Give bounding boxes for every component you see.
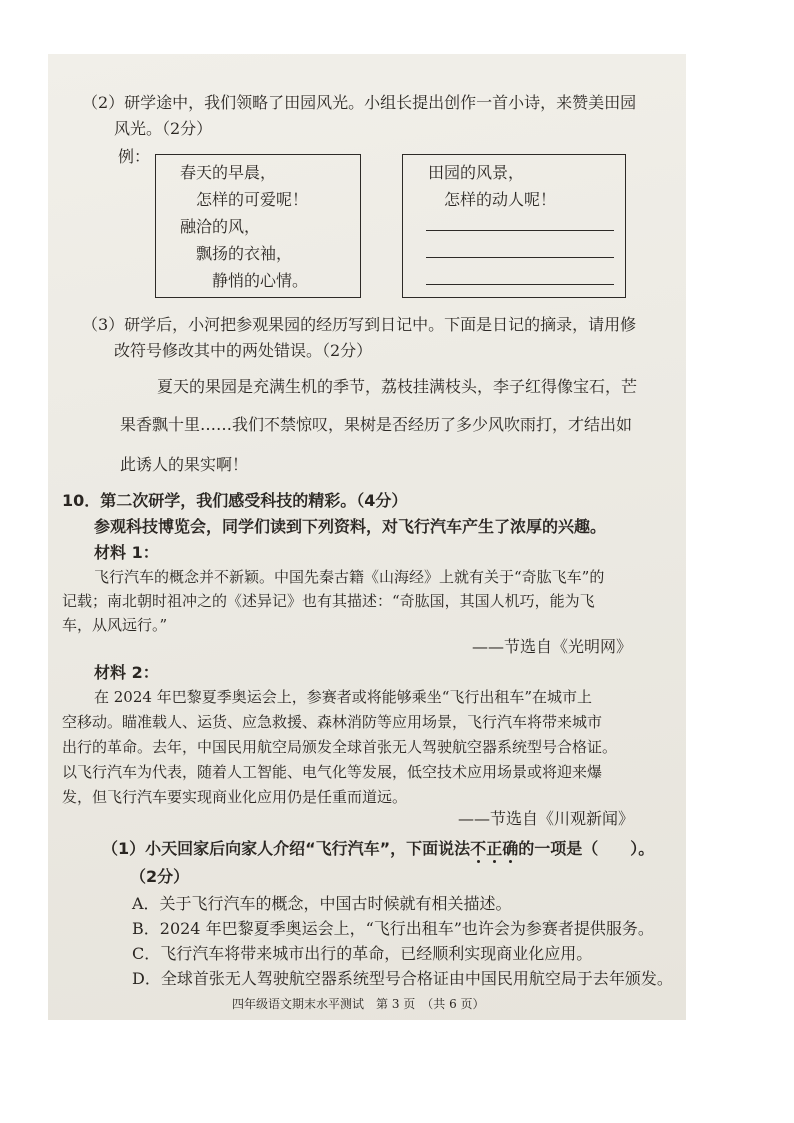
example-label: 例： [118, 147, 151, 166]
q9-2-prompt-line2: 风光。（2分） [114, 119, 213, 138]
option-c[interactable]: C．飞行汽车将带来城市出行的革命，已经顺利实现商业化应用。 [132, 944, 593, 963]
material1-label: 材料 1： [94, 543, 159, 562]
page-footer: 四年级语文期末水平测试 第 3 页 （共 6 页） [232, 997, 485, 1011]
diary-line: 夏天的果园是充满生机的季节，荔枝挂满枝头，李子红得像宝石，芒 [157, 377, 638, 396]
example-poem-line: 怎样的可爱呢！ [196, 190, 309, 209]
material2-line: 空移动。瞄准载人、运货、应急救援、森林消防等应用场景，飞行汽车将带来城市 [62, 713, 603, 731]
answer-poem-line: 田园的风景， [428, 163, 525, 182]
emphasis-char: 确 [502, 839, 519, 858]
material2-line: 在 2024 年巴黎夏季奥运会上，参赛者或将能够乘坐“飞行出租车”在城市上 [94, 688, 593, 706]
material2-source: ——节选自《川观新闻》 [458, 809, 635, 828]
q9-3-prompt-line2: 改符号修改其中的两处错误。（2分） [114, 341, 373, 360]
material1-line: 车，从风远行。” [62, 616, 168, 634]
option-b[interactable]: B．2024 年巴黎夏季奥运会上，“飞行出租车”也许会为参赛者提供服务。 [132, 919, 654, 938]
example-poem-line: 融洽的风， [180, 217, 261, 236]
emphasis-char: 正 [486, 839, 503, 858]
material1-line: 飞行汽车的概念并不新颖。中国先秦古籍《山海经》上就有关于“奇肱飞车”的 [94, 568, 605, 586]
q10-intro: 参观科技博览会，同学们读到下列资料，对飞行汽车产生了浓厚的兴趣。 [94, 517, 607, 536]
q10-1-question [102, 838, 654, 860]
q10-1-score: （2分） [130, 867, 190, 886]
example-poem-line: 飘扬的衣袖， [196, 244, 293, 263]
material2-line: 以飞行汽车为代表，随着人工智能、电气化等发展，低空技术应用场景或将迎来爆 [62, 763, 603, 781]
material2-label: 材料 2： [94, 663, 159, 682]
q9-2-prompt-line1: （2）研学途中，我们领略了田园风光。小组长提出创作一首小诗，来赞美田园 [82, 93, 637, 112]
material1-line: 记载；南北朝时祖冲之的《述异记》也有其描述：“奇肱国，其国人机巧，能为飞 [62, 592, 595, 610]
emphasis-char: 不 [470, 839, 487, 858]
q10-1-question-suffix: 的一项是（ ）。 [518, 839, 655, 858]
diary-line: 此诱人的果实啊！ [120, 455, 249, 474]
answer-blank-line[interactable] [426, 284, 614, 285]
q9-3-prompt-line1: （3）研学后，小河把参观果园的经历写到日记中。下面是日记的摘录，请用修 [82, 315, 637, 334]
answer-blank-line[interactable] [426, 257, 614, 258]
option-d[interactable]: D．全球首张无人驾驶航空器系统型号合格证由中国民用航空局于去年颁发。 [132, 969, 673, 988]
q10-title: 10．第二次研学，我们感受科技的精彩。（4分） [62, 491, 408, 510]
q10-1-question-prefix: （1）小天回家后向家人介绍“飞行汽车”，下面说法 [102, 839, 471, 858]
answer-blank-line[interactable] [426, 230, 614, 231]
diary-line: 果香飘十里……我们不禁惊叹，果树是否经历了多少风吹雨打，才结出如 [120, 415, 633, 434]
example-poem-line: 春天的早晨， [180, 163, 277, 182]
answer-poem-line: 怎样的动人呢！ [444, 190, 557, 209]
option-a[interactable]: A．关于飞行汽车的概念，中国古时候就有相关描述。 [132, 894, 512, 913]
material2-line: 发，但飞行汽车要实现商业化应用仍是任重而道远。 [62, 788, 408, 806]
example-poem-line: 静悄的心情。 [212, 271, 309, 290]
material2-line: 出行的革命。去年，中国民用航空局颁发全球首张无人驾驶航空器系统型号合格证。 [62, 738, 618, 756]
material1-source: ——节选自《光明网》 [472, 637, 633, 656]
